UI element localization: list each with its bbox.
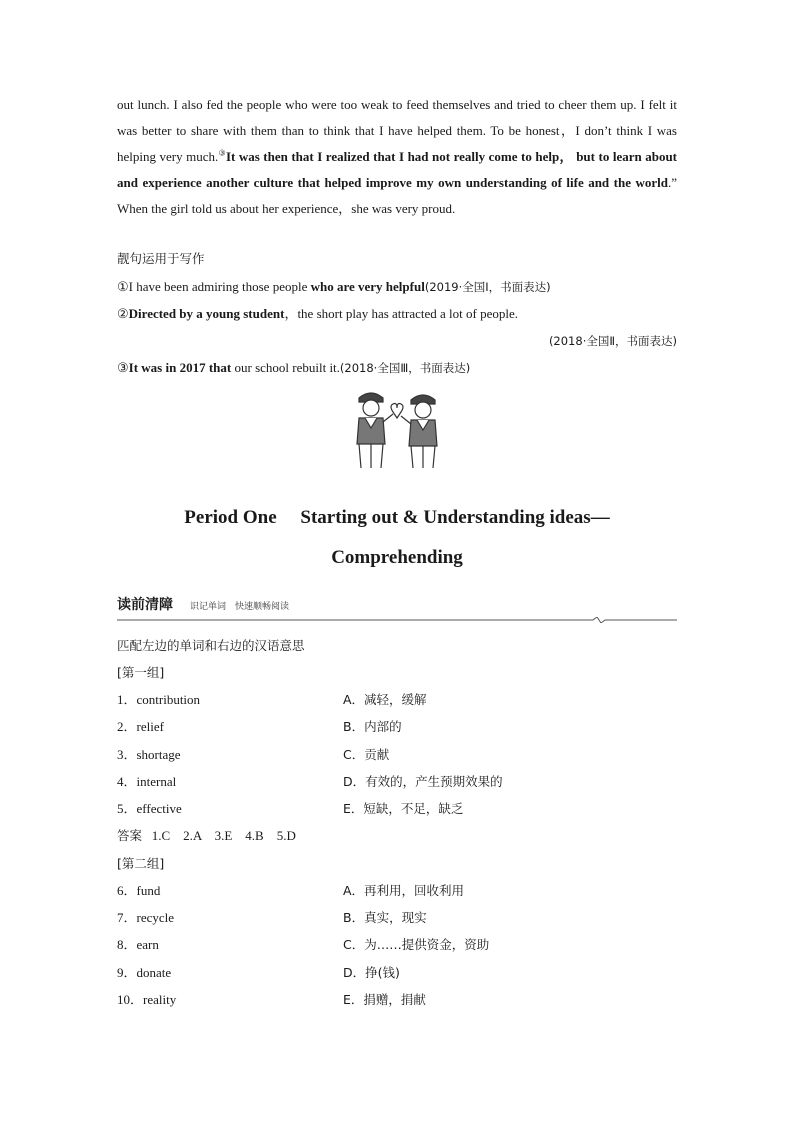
vocab-row: [117, 745, 677, 765]
paragraph-text: out lunch. I also fed the people who were too weak to feed themselves and tried to cheer them up. I felt it was better to share with them than to think that I have helped them. To be honest，I don’t think I was helping very much.: [117, 97, 677, 164]
example-source: (2019·全国Ⅰ，书面表达): [424, 280, 551, 294]
vocab-word: 1．contribution: [117, 692, 201, 707]
vocab-row: [117, 935, 677, 955]
vocab-word: 6．fund: [117, 883, 161, 898]
instruction: 匹配左边的单词和右边的汉语意思: [117, 638, 305, 653]
section-heading: 靓句运用于写作: [117, 251, 205, 266]
sentence-marker: ③: [218, 148, 226, 158]
example-source: (2018·全国Ⅲ，书面表达): [339, 361, 471, 375]
vocab-word: 10．reality: [117, 992, 177, 1007]
section-divider: [117, 617, 677, 623]
group-label: [第一组]: [117, 665, 165, 680]
vocab-row: [117, 717, 677, 737]
paragraph-text-end: .” When the girl told us about her experience，she was very proud.: [117, 175, 677, 216]
example-sentence-2: ②Directed by a young student，the short play has attracted a lot of people.: [117, 306, 518, 321]
vocab-word: 3．shortage: [117, 747, 181, 762]
vocab-word: 7．recycle: [117, 910, 175, 925]
vocab-meaning: C．为……提供资金，资助: [343, 937, 490, 952]
vocab-word: 2．relief: [117, 719, 164, 734]
vocab-row: [117, 990, 677, 1010]
vocab-word: 8．earn: [117, 937, 159, 952]
vocab-meaning: E．捐赠，捐献: [343, 992, 426, 1007]
volunteers-illustration: [349, 388, 445, 470]
vocab-row: [117, 690, 677, 710]
vocab-meaning: A．减轻，缓解: [343, 692, 427, 707]
example-sentence-1: ①I have been admiring those people who are very helpful(2019·全国Ⅰ，书面表达): [117, 279, 551, 294]
section-bar-title: 读前清障: [117, 597, 173, 613]
answer-line: [117, 826, 677, 846]
story-paragraph: [117, 92, 677, 222]
vocab-meaning: C．贡献: [343, 747, 390, 762]
answer-label: 答案: [117, 828, 143, 843]
vocab-meaning: D．有效的，产生预期效果的: [343, 774, 503, 789]
vocab-word: 5．effective: [117, 801, 182, 816]
vocab-meaning: A．再利用，回收利用: [343, 883, 465, 898]
vocab-meaning: B．内部的: [343, 719, 402, 734]
example-sentence-3: ③It was in 2017 that our school rebuilt it.(2018·全国Ⅲ，书面表达): [117, 360, 471, 375]
vocab-row: [117, 772, 677, 792]
answer-text: 1.C 2.A 3.E 4.B 5.D: [151, 828, 296, 843]
vocab-row: [117, 799, 677, 819]
highlighted-sentence: It was then that I realized that I had not really come to help， but to learn about and experience another culture that helped improve my own understanding of life and the world: [117, 149, 678, 190]
period-subtitle: Comprehending: [331, 547, 463, 568]
vocab-meaning: D．挣(钱): [343, 965, 400, 980]
example-source: (2018·全国Ⅱ，书面表达): [548, 334, 677, 348]
vocab-row: [117, 963, 677, 983]
section-bar-subtitle: 识记单词 快速顺畅阅读: [190, 602, 290, 612]
vocab-word: 4．internal: [117, 774, 177, 789]
vocab-meaning: E．短缺，不足，缺乏: [343, 801, 464, 816]
vocab-meaning: B．真实，现实: [343, 910, 427, 925]
vocab-row: [117, 881, 677, 901]
vocab-row: [117, 908, 677, 928]
period-title: Period One Starting out & Understanding ideas—: [184, 507, 610, 528]
group-label: [第二组]: [117, 856, 165, 871]
section-bar: [117, 595, 677, 619]
vocab-word: 9．donate: [117, 965, 172, 980]
